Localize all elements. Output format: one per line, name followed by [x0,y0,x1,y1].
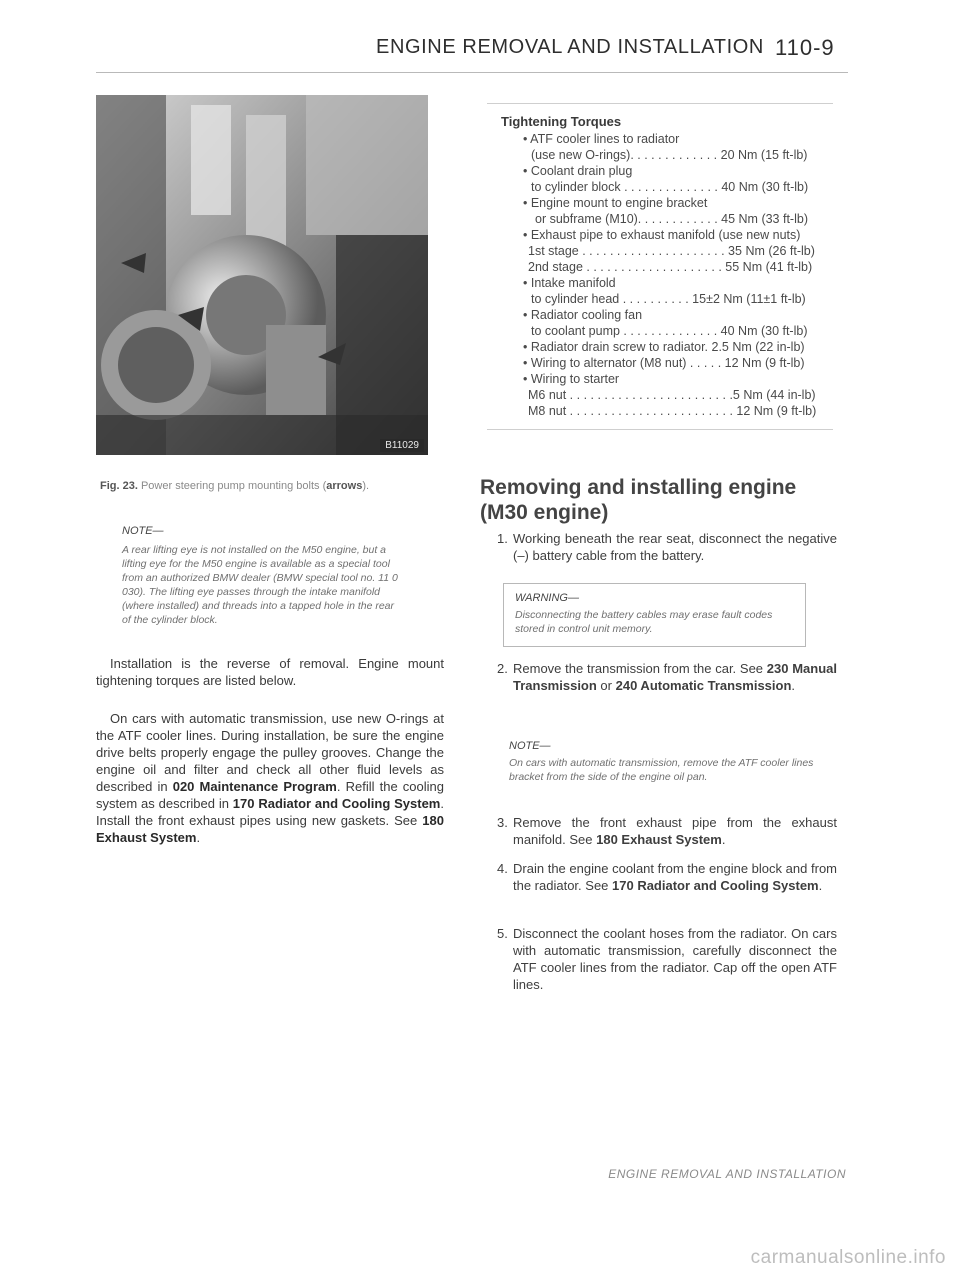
note-title: NOTE— [509,740,551,752]
note-atf-bracket [509,740,819,784]
caption-end: ). [362,480,370,492]
torque-line: • Engine mount to engine bracket [523,196,708,210]
step3-text-2: . [721,832,726,847]
torque-line: • Coolant drain plug [523,164,633,178]
caption-bold: arrows [326,480,363,492]
step-4 [497,860,837,894]
warning-box [503,583,806,647]
step2-ref-automatic: 240 Automatic Transmission [615,678,792,693]
figure-caption [100,480,369,492]
warning-body: Disconnecting the battery cables may erase fault codes stored in control unit memory. [515,609,773,635]
step2-text-3: . [791,678,796,693]
step2-ref-manual: 230 Manual Transmission [513,661,837,693]
torque-line: • Radiator cooling fan [523,308,643,322]
header-page-number: 110-9 [775,35,835,60]
torque-line: 2nd stage . . . . . . . . . . . . . . . . . . . . 55 Nm (41 ft-lb) [528,260,813,274]
section-heading-line2: (M30 engine) [480,501,609,524]
torque-line: • Wiring to alternator (M8 nut) . . . . . 12 Nm (9 ft-lb) [523,356,805,370]
step4-text-1: Drain the engine coolant from the engine block and from the radiator. See [513,861,837,893]
torque-line: M8 nut . . . . . . . . . . . . . . . . . . . . . . . . 12 Nm (9 ft-lb) [528,404,817,418]
caption-label: Fig. 23. [100,480,138,492]
step-number: 4. [497,861,508,876]
para2-text-4: . [196,830,201,845]
section-heading [480,475,796,525]
torque-line: to coolant pump . . . . . . . . . . . . . . 40 Nm (30 ft-lb) [531,324,808,338]
para2-text-1: On cars with automatic transmission, use new O-rings at the ATF cooler lines. During installation, be sure the engine drive belts properly engage the pulley grooves. Change the engine oil and filter and check all other fluid levels as described in [96,711,444,794]
header-chapter-title: ENGINE REMOVAL AND INSTALLATION [376,36,764,58]
para2-ref-radiator: 170 Radiator and Cooling System [232,796,441,811]
step-number: 3. [497,815,508,830]
note-lifting-eye [122,525,404,627]
note-body: On cars with automatic transmission, remove the ATF cooler lines bracket from the side of the engine oil pan. [509,757,814,783]
step-text [513,660,837,694]
torque-line: or subframe (M10). . . . . . . . . . . . 45 Nm (33 ft-lb) [535,212,808,226]
torques-title: Tightening Torques [501,114,622,129]
step-3 [497,814,837,848]
image-code: B11029 [380,439,424,452]
step-number: 1. [497,531,508,546]
torque-line: • Exhaust pipe to exhaust manifold (use new nuts) [523,228,801,242]
power-steering-pump-photo [96,95,428,455]
torque-line: • Radiator drain screw to radiator. 2.5 Nm (22 in-lb) [523,340,805,354]
note-body: A rear lifting eye is not installed on the M50 engine, but a lifting eye for the M50 engine is available as a special tool from an authorized BMW dealer (BMW special tool no. 11 0 030). The lifting eye passes through the intake manifold (where installed) and threads into a tapped hole in the rear of the cylinder block. [122,544,398,626]
engine-photo [96,95,428,455]
para2-text-3: . Install the front exhaust pipes using new gaskets. See [96,796,444,828]
torque-line: • Intake manifold [523,276,616,290]
step2-text-1: Remove the transmission from the car. See [513,661,767,676]
step-text: Working beneath the rear seat, disconnect the negative (–) battery cable from the battery. [513,531,837,563]
step-1 [497,530,837,564]
note-title: NOTE— [122,525,164,537]
para2-ref-exhaust: 180 Exhaust System [96,813,444,845]
step-2 [497,660,837,694]
caption-text: Power steering pump mounting bolts ( [140,480,327,492]
step2-text-2: or [596,678,616,693]
torque-line: • Wiring to starter [523,372,620,386]
header-divider [96,72,848,73]
step-number: 5. [497,926,508,941]
torque-line: M6 nut . . . . . . . . . . . . . . . . . . . . . . . .5 Nm (44 in-lb) [528,388,816,402]
step3-text-1: Remove the front exhaust pipe from the exhaust manifold. See [513,815,837,847]
torque-line: • ATF cooler lines to radiator [523,132,680,146]
step4-text-2: . [818,878,823,893]
section-heading-line1: Removing and installing engine [480,476,797,499]
step3-ref-exhaust: 180 Exhaust System [596,832,722,847]
torque-line: (use new O-rings). . . . . . . . . . . . . 20 Nm (15 ft-lb) [531,148,808,162]
step4-ref-radiator: 170 Radiator and Cooling System [612,878,819,893]
para2-ref-maintenance: 020 Maintenance Program [172,779,337,794]
paragraph-installation: Installation is the reverse of removal. Engine mount tightening torques are listed below. [96,656,444,688]
tightening-torques-box [487,103,833,430]
step-text [513,814,837,848]
footer-chapter-title: ENGINE REMOVAL AND INSTALLATION [608,1167,846,1181]
torque-line: 1st stage . . . . . . . . . . . . . . . . . . . . . 35 Nm (26 ft-lb) [528,244,815,258]
step-number: 2. [497,661,508,676]
page-header [0,0,960,80]
paragraph-automatic [96,710,444,846]
torque-line: to cylinder block . . . . . . . . . . . . . . 40 Nm (30 ft-lb) [531,180,809,194]
step-5 [497,925,837,993]
torque-line: to cylinder head . . . . . . . . . . 15±2 Nm (11±1 ft-lb) [531,292,806,306]
step-text: Disconnect the coolant hoses from the radiator. On cars with automatic transmission, carefully disconnect the ATF cooler lines from the radiator. Cap off the open ATF lines. [513,926,837,992]
warning-title: WARNING— [515,592,579,604]
step-text [513,860,837,894]
para2-text-2: . Refill the cooling system as described in [96,779,444,811]
watermark: carmanualsonline.info [750,1247,946,1268]
